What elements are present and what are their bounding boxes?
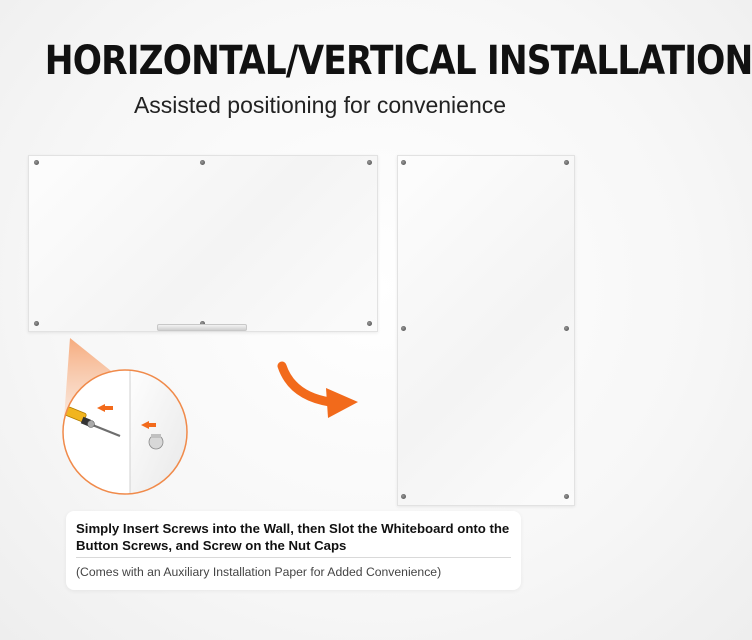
page-title: HORIZONTAL/VERTICAL INSTALLATION xyxy=(44,38,752,84)
mount-screw xyxy=(367,321,372,326)
mount-screw xyxy=(401,326,406,331)
whiteboard-horizontal xyxy=(28,155,378,332)
whiteboard-vertical xyxy=(397,155,575,506)
mount-screw xyxy=(200,160,205,165)
mount-screw xyxy=(367,160,372,165)
caption-note: (Comes with an Auxiliary Installation Paper for Added Convenience) xyxy=(76,565,442,579)
mount-screw xyxy=(564,494,569,499)
caption-instructions: Simply Insert Screws into the Wall, then Slot the Whiteboard onto the Button Screws, and Screw on the Nut Caps xyxy=(76,521,510,553)
caption-box xyxy=(66,511,521,590)
mount-screw xyxy=(401,160,406,165)
mount-screw xyxy=(34,321,39,326)
mount-screw xyxy=(34,160,39,165)
installation-detail xyxy=(58,338,193,508)
mount-screw xyxy=(564,160,569,165)
marker-tray xyxy=(157,324,247,331)
caption-divider xyxy=(76,557,511,558)
button-screw-icon xyxy=(149,434,163,449)
page-subtitle: Assisted positioning for convenience xyxy=(133,92,507,118)
mount-screw xyxy=(401,494,406,499)
mount-screw xyxy=(564,326,569,331)
rotate-arrow-icon xyxy=(274,362,364,422)
